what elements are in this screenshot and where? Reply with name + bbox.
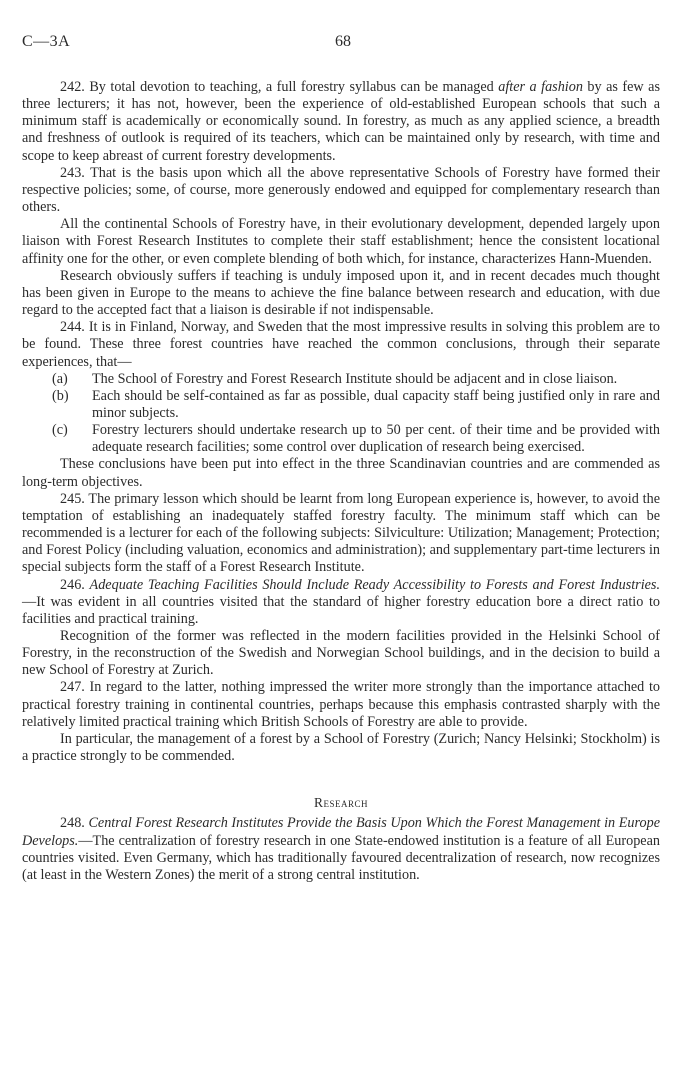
list-text-b: Each should be self-contained as far as possible, dual capacity staff being justified only in rare and minor subjects. bbox=[92, 387, 660, 421]
section-heading-research: Research bbox=[313, 795, 368, 811]
paragraph-246-recognition: Recognition of the former was reflected in the modern facilities provided in the Helsinki School of Forestry, in the reconstruction of the Swedish and Norwegian School buildings, and in the decision to build a new School of Forestry at Zurich. bbox=[22, 628, 660, 679]
paragraph-248-title: Central Forest Research Institutes Provide the Basis Upon Which the Forest Management in Europe Develops. bbox=[22, 815, 661, 849]
paragraph-247: 247. In regard to the latter, nothing impressed the writer more strongly than the importance attached to practical forestry training in continental countries, perhaps because this emphasis contrasted sharply with the relatively limited practical training which British Schools of Forestry are able to provide. bbox=[22, 679, 660, 730]
list-marker-a: (a) bbox=[52, 370, 68, 387]
paragraph-246-text: —It was evident in all countries visited that the standard of higher forestry education bore a direct ratio to facilities and practical training. bbox=[22, 593, 660, 627]
emphasis-after-a-fashion: after a fashion bbox=[498, 79, 583, 95]
paragraph-246 bbox=[22, 577, 660, 628]
paragraph-248-text: —The centralization of forestry research in one State-endowed institution is a feature of all European countries visited. Even Germany, which has traditionally favoured decentralization of research, now recognizes (at least in the Western Zones) the merit of a strong central institution. bbox=[22, 832, 660, 883]
list-item-c bbox=[22, 422, 660, 456]
list-text-c: Forestry lecturers should undertake research up to 50 per cent. of their time and be provided with adequate research facilities; some control over duplication of research being exercised. bbox=[92, 422, 660, 456]
list-item-b bbox=[22, 388, 660, 422]
list-marker-b: (b) bbox=[52, 387, 69, 404]
paragraph-242-text: 242. By total devotion to teaching, a full forestry syllabus can be managed after a fashion by as few as three lecturers; it has not, however, been the experience of old-established European schools that such a minimum staff is academically or economically sound. In forestry, as much as any applied science, a breadth and freshness of outlook is required of its teachers, which can be maintained only by research, with time and scope to keep abreast of current forestry developments. bbox=[22, 79, 660, 164]
paragraph-243-research: Research obviously suffers if teaching is unduly imposed upon it, and in recent decades much thought has been given in Europe to the means to achieve the fine balance between research and education, with due regard to the accepted fact that a liaison is desirable if not indispensable. bbox=[22, 267, 660, 319]
paragraph-248 bbox=[22, 815, 660, 884]
paragraph-244: 244. It is in Finland, Norway, and Sweden that the most impressive results in solving this problem are to be found. These three forest countries have reached the common conclusions, through their separate experiences, that— bbox=[22, 319, 660, 370]
paragraph-243-continental: All the continental Schools of Forestry have, in their evolutionary development, depended largely upon liaison with Forest Research Institutes to complete their staff establishment; hence the consistent locational affinity one for the other, or even complete blending of both which, for instance, characterizes Hann-Muenden. bbox=[22, 216, 660, 267]
section-code: C—3A bbox=[22, 33, 71, 50]
paragraph-246-number: 246. bbox=[60, 576, 85, 593]
page-number: 68 bbox=[335, 33, 351, 50]
paragraph-246-title: Adequate Teaching Facilities Should Include Ready Accessibility to Forests and Forest Industries. bbox=[89, 576, 661, 593]
list-marker-c: (c) bbox=[52, 422, 68, 439]
list-item-a bbox=[22, 371, 660, 388]
paragraph-243: 243. That is the basis upon which all the above representative Schools of Forestry have formed their respective policies; some, of course, more generously endowed and equipped for complementary research than others. bbox=[22, 164, 660, 216]
paragraph-242 bbox=[22, 79, 660, 165]
paragraph-247-management: In particular, the management of a forest by a School of Forestry (Zurich; Nancy Helsinki; Stockholm) is a practice strongly to be commended. bbox=[22, 730, 660, 765]
list-text-a: The School of Forestry and Forest Research Institute should be adjacent and in close liaison. bbox=[92, 370, 618, 387]
paragraph-244-conclusions: These conclusions have been put into effect in the three Scandinavian countries and are commended as long-term objectives. bbox=[22, 456, 660, 490]
paragraph-248-number: 248. bbox=[60, 815, 85, 832]
page-header bbox=[22, 33, 660, 57]
paragraph-245: 245. The primary lesson which should be learnt from long European experience is, however, to avoid the temptation of establishing an inadequately staffed forestry faculty. The minimum staff which can be recommended is a lecturer for each of the following subjects: Silviculture: Utilization; Management; Protection; and Forest Policy (including valuation, economics and administration); and supplementary part-time lecturers in special subjects form the staff of a Forest Research Institute. bbox=[22, 490, 660, 576]
